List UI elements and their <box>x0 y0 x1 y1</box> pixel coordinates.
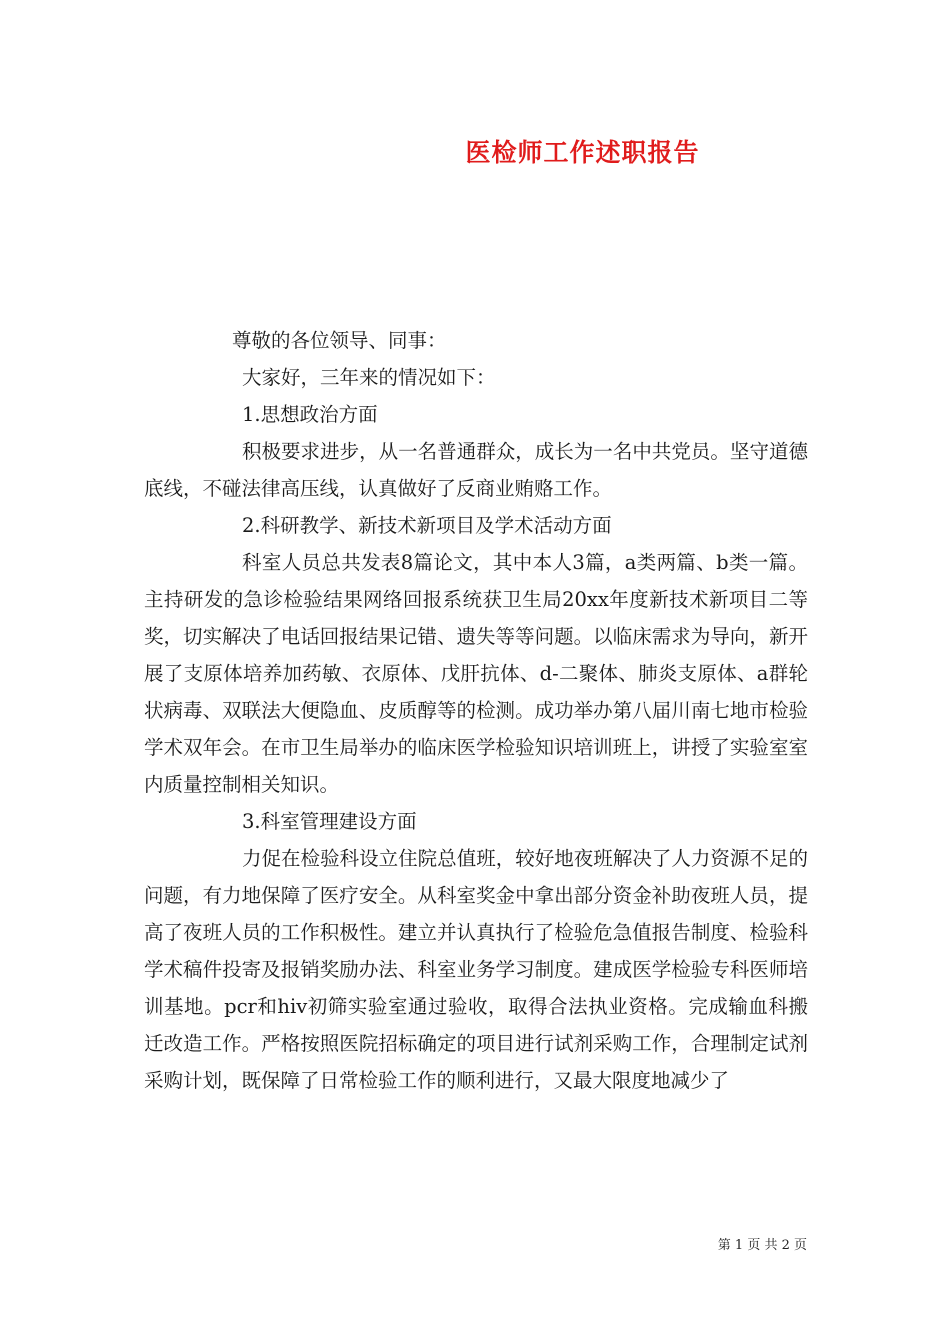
intro: 大家好，三年来的情况如下： <box>242 366 496 389</box>
section-heading-1: 1.思想政治方面 <box>242 403 378 426</box>
greeting: 尊敬的各位领导、同事： <box>232 329 447 352</box>
section-heading-2: 2.科研教学、新技术新项目及学术活动方面 <box>242 514 612 537</box>
section-paragraph-2: 科室人员总共发表8篇论文，其中本人3篇，a类两篇、b类一篇。主持研发的急诊检验结果网络回报系统获卫生局20xx年度新技术新项目二等奖，切实解决了电话回报结果记错、遗失等等问题。以临床需求为导向，新开展了支原体培养加药敏、衣原体、戊肝抗体、d-二聚体、肺炎支原体、a群轮状病毒、双联法大便隐血、皮质醇等的检测。成功举办第八届川南七地市检验学术双年会。在市卫生局举办的临床医学检验知识培训班上，讲授了实验室室内质量控制相关知识。 <box>144 551 808 796</box>
section-paragraph-3: 力促在检验科设立住院总值班，较好地夜班解决了人力资源不足的问题，有力地保障了医疗安全。从科室奖金中拿出部分资金补助夜班人员，提高了夜班人员的工作积极性。建立并认真执行了检验危急值报告制度、检验科学术稿件投寄及报销奖励办法、科室业务学习制度。建成医学检验专科医师培训基地。pcr和hiv初筛实验室通过验收，取得合法执业资格。完成输血科搬迁改造工作。严格按照医院招标确定的项目进行试剂采购工作，合理制定试剂采购计划，既保障了日常检验工作的顺利进行，又最大限度地减少了 <box>144 847 808 1092</box>
document-body <box>144 322 808 1099</box>
section-paragraph-1: 积极要求进步，从一名普通群众，成长为一名中共党员。坚守道德底线，不碰法律高压线，认真做好了反商业贿赂工作。 <box>144 440 808 500</box>
section-heading-3: 3.科室管理建设方面 <box>242 810 417 833</box>
document-title: 医检师工作述职报告 <box>465 138 700 167</box>
page-number: 第 1 页 共 2 页 <box>717 1238 807 1253</box>
